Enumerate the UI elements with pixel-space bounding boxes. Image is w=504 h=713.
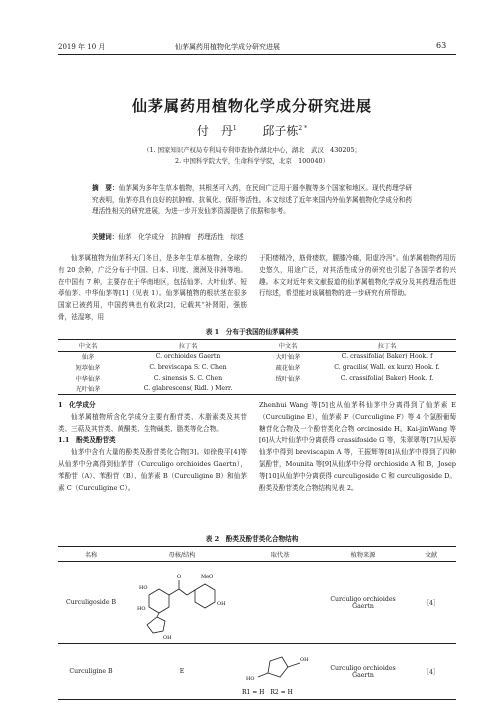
table-cell: 短葶仙茅 <box>75 364 101 372</box>
structure-label: HO <box>137 605 146 612</box>
affiliation-line: （1. 国家知识产权局专利局专利审查协作湖北中心，湖北 武汉 430205； <box>143 146 361 154</box>
table-cell: 大叶仙茅 <box>275 354 301 362</box>
table-cell: E <box>124 644 240 700</box>
abstract-label: 摘 要： <box>92 184 119 192</box>
table-header-cell: 文献 <box>406 547 456 562</box>
structure-label: OH <box>163 634 172 641</box>
structure-label: O <box>177 573 182 580</box>
intro-right-column: 于阳痿精冷，筋骨痿软，腰膝冷痛，阳虚冷泻”。仙茅属植物药用历史悠久，用途广泛，对其活性成分的研究也引起了各国学者的兴趣。本文对近年来文献报道的仙茅属植物化学成分及其药理活性进行综述，希望能对该属植物的进一步研究有所帮助。 <box>259 254 456 298</box>
table1 <box>58 339 456 395</box>
keywords <box>92 231 412 241</box>
intro-left-column: 仙茅属植物为仙茅科天门冬目，是多年生草本植物，全球约有 20 余种，广泛分布于中国、日本、印度、澳洲及非洲等地。在中国有 7 种，主要存在于华南地区，包括仙茅、大叶仙茅、短葶仙茅、中华仙茅等[1]（见表 1）。仙茅属植物的根状茎在很多国家已被药用，中国药典也有收录[2]，记载其“补肾阳，强筋骨，祛湿寒，用 <box>58 254 247 321</box>
table-cell: 仙茅 <box>81 354 95 362</box>
structure-label: OH <box>300 656 309 663</box>
table-cell-structure <box>240 644 320 700</box>
keywords-text: 仙茅 化学成分 抗肿瘤 药理活性 综述 <box>118 233 244 241</box>
table-cell: 绒叶仙茅 <box>275 375 301 383</box>
table-header-cell: 植物来源 <box>320 547 406 562</box>
table-cell: 光叶仙茅 <box>58 383 118 394</box>
section1-left <box>58 400 247 494</box>
table-cell <box>318 383 456 394</box>
table-row <box>58 383 456 394</box>
author-name: 邱子栋 <box>262 124 299 138</box>
table-cell: ［4］ <box>406 644 456 700</box>
section1-right-column: Zhenhui Wang 等[5]也从仙茅科仙茅中分离得到了仙茅素 E（Curculigine E），仙茅素 F（Curculigine F）等 4 个氯酚葡萄糖苷化合物及一个酚苷类化合物 orcinoside H。Kai-jinWang 等[6]从大叶仙茅中分离获得 crassifoside G 等，朱翠翠等[7]从短葶仙茅中得到 breviscapin A 等，王振辉等[8]从仙茅中得到了四种氯酚苷，Mounita 等[9]从仙茅中分得 orchioside A 和 B，Josep 等[10]从仙茅中分离获得 curculigoside C 和 curculigoside D。酚类及酚苷类化合物结构见表 2。 <box>259 401 456 492</box>
header-date: 2019 年 10 月 <box>58 43 106 51</box>
paper-title: 仙茅属药用植物化学成分研究进展 <box>131 97 372 115</box>
table-row <box>58 373 456 384</box>
table-header-row <box>58 340 456 352</box>
table-row <box>58 644 456 700</box>
table-header-cell: 名称 <box>58 547 124 562</box>
structure-label: OH <box>217 600 226 607</box>
table-cell: C. breviscapa S. C. Chen <box>149 363 227 371</box>
table2 <box>58 546 456 700</box>
table-cell: Curculigoside B <box>58 562 124 644</box>
table-header-cell: 拉丁名 <box>318 340 456 352</box>
table-header-cell: 母核/结构 <box>124 547 240 562</box>
table-cell: 疏花仙茅 <box>275 364 301 372</box>
table-cell: C. glabrescens( Ridl. ) Merr. <box>118 383 258 394</box>
table-cell: C. crassifolia( Baker) Hook. f <box>341 353 433 361</box>
table-cell: C. sinensis S. C. Chen <box>153 374 223 382</box>
table-header-cell: 中文名 <box>258 340 318 352</box>
table-cell: C. gracilis( Wall. ex kurz) Hook. f. <box>334 363 440 371</box>
abstract <box>92 183 412 218</box>
header-rule <box>58 54 456 55</box>
curculigine-b-structure-image <box>240 647 320 697</box>
table1-caption: 表 1 分布于我国的仙茅属种类 <box>205 328 299 336</box>
table-cell: ［4］ <box>406 562 456 644</box>
table-cell: Curculigine B <box>58 644 124 700</box>
table-cell: C. orchioides Gaertn <box>155 353 221 361</box>
table-cell: Curculigo orchioides Gaertn <box>320 644 406 700</box>
curculigoside-b-structure-image <box>127 565 237 641</box>
author-list <box>0 122 504 139</box>
table-header-cell: 中文名 <box>58 340 118 352</box>
affiliation-line: 2. 中国科学院大学，生命科学学院，北京 100040） <box>175 157 329 165</box>
abstract-text: 仙茅属为多年生草本植物，其根茎可入药，在民间广泛用于遏李腹等多个国家和地区。现代药理学研究表明，仙茅亦具有良好的抗肿瘤、抗氧化、保肝等活性。本文综述了近年来国内外仙茅属植物化学成分和药理活性相关的研究进展，为进一步开发仙茅资源提供了依据和参考。 <box>92 184 413 216</box>
table2-caption: 表 2 酚类及酚苷类化合物结构 <box>205 535 299 543</box>
table-cell: 中华仙茅 <box>75 375 101 383</box>
table-cell <box>258 383 318 394</box>
table-header-cell: 取代基 <box>240 547 320 562</box>
structure-label: HO <box>246 675 255 682</box>
section-heading: 1 化学成分 <box>58 401 96 409</box>
table-cell-structure <box>124 562 240 644</box>
structure-label: HO <box>139 584 148 591</box>
author-affiliation-mark: 1 <box>232 125 237 132</box>
author-affiliation-mark: 2 * <box>298 125 308 132</box>
table-row <box>58 562 456 644</box>
subsection-heading: 1.1 酚类及酚苷类 <box>58 436 116 445</box>
table-cell: Curculigo orchioides Gaertn <box>320 562 406 644</box>
author-name: 付 丹 <box>196 124 233 138</box>
table-row <box>58 351 456 362</box>
keywords-label: 关键词： <box>92 233 119 241</box>
table-row <box>58 362 456 373</box>
table-header-row <box>58 547 456 562</box>
table-cell: C. crassifolia( Baker) Hook. f. <box>340 374 434 382</box>
header-running-title: 仙茅属药用植物化学成分研究进展 <box>175 43 280 51</box>
section-paragraph: 仙茅属植物所含化学成分主要有酚苷类、木脂素类及其苷类、三萜及其苷类、黄酮类、生物碱类、脂类等化合物。 <box>58 412 247 433</box>
section-paragraph: 仙茅中含有大量的酚类及酚苷类化合物[3]。如徐俊平[4]等从仙茅中分离得到仙茅苷（Curculigo orchioides Gaertn），苯酚苷（A）、苯酚苷（B）、仙茅素 B（Curculigine B）和仙茅素 C（Curculigine C）。 <box>58 448 247 492</box>
header-page-number: 63 <box>436 41 447 50</box>
structure-label: MeO <box>201 573 214 580</box>
substituent-label: R1 = H R2 = H <box>242 688 293 696</box>
table-cell <box>240 562 320 644</box>
table-header-cell: 拉丁名 <box>118 340 258 352</box>
